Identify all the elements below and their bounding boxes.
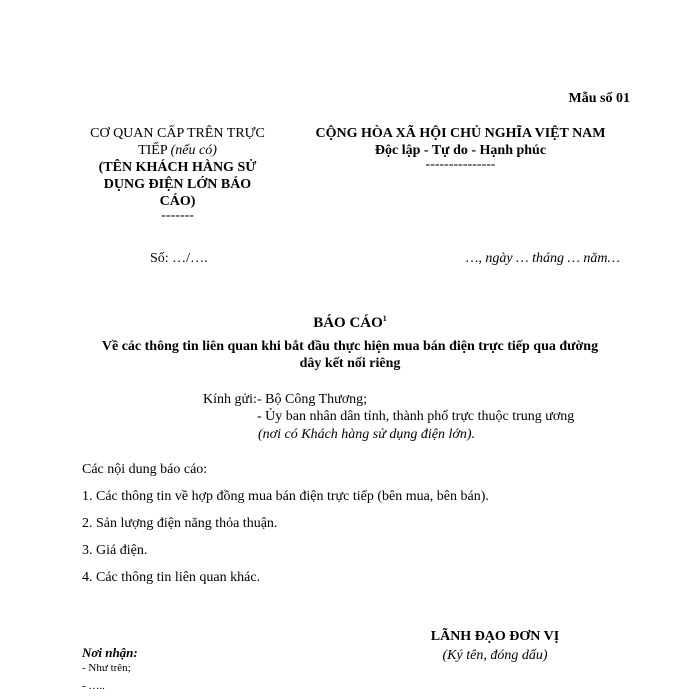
left-divider: ------- bbox=[161, 208, 194, 223]
receiver-2: - ….. bbox=[82, 680, 105, 692]
recipients-label: Kính gửi: bbox=[203, 392, 257, 407]
content-intro: Các nội dung báo cáo: bbox=[82, 462, 208, 477]
customer-line-2: DỤNG ĐIỆN LỚN BÁO bbox=[103, 177, 252, 192]
content-item-3: 3. Giá điện. bbox=[82, 543, 148, 558]
recipient-2: - Ủy ban nhân dân tỉnh, thành phố trực thuộc trung ương bbox=[257, 409, 575, 424]
content-item-1: 1. Các thông tin về hợp đồng mua bán điện trực tiếp (bên mua, bên bán). bbox=[82, 489, 489, 504]
subtitle-line-1: Về các thông tin liên quan khi bắt đầu thực hiện mua bán điện trực tiếp qua đường bbox=[101, 339, 599, 354]
content-item-2: 2. Sản lượng điện năng thỏa thuận. bbox=[82, 516, 278, 531]
receiver-1: - Như trên; bbox=[82, 662, 131, 674]
right-divider: --------------- bbox=[425, 157, 496, 172]
agency-line-1: CƠ QUAN CẤP TRÊN TRỰC bbox=[90, 126, 265, 141]
document-date: …, ngày … tháng … năm… bbox=[465, 251, 620, 266]
form-number: Mẫu số 01 bbox=[568, 91, 630, 106]
right-header bbox=[288, 125, 633, 171]
nation-title: CỘNG HÒA XÃ HỘI CHỦ NGHĨA VIỆT NAM bbox=[315, 126, 606, 141]
signer-title: LÃNH ĐẠO ĐƠN VỊ bbox=[430, 629, 560, 644]
content-item-4: 4. Các thông tin liên quan khác. bbox=[82, 570, 261, 585]
recipient-note: (nơi có Khách hàng sử dụng điện lớn). bbox=[258, 427, 475, 442]
report-subtitle bbox=[60, 338, 640, 372]
signer-note: (Ký tên, đóng dấu) bbox=[442, 648, 548, 663]
left-header bbox=[70, 125, 285, 222]
agency-line-2: TIẾP (nếu có) bbox=[138, 143, 217, 158]
document-number: Số: …/…. bbox=[150, 251, 208, 266]
subtitle-line-2: dây kết nối riêng bbox=[299, 356, 401, 371]
motto: Độc lập - Tự do - Hạnh phúc bbox=[374, 143, 547, 158]
report-title: BÁO CÁO$^1$ bbox=[313, 314, 387, 331]
customer-line-3: CÁO) bbox=[159, 194, 196, 209]
receivers-label: Nơi nhận: bbox=[82, 645, 138, 660]
title-footnote: 1 bbox=[382, 314, 387, 323]
agency-if-any: (nếu có) bbox=[170, 143, 217, 158]
customer-line-1: (TÊN KHÁCH HÀNG SỬ bbox=[98, 160, 257, 175]
recipient-1: - Bộ Công Thương; bbox=[257, 392, 368, 407]
